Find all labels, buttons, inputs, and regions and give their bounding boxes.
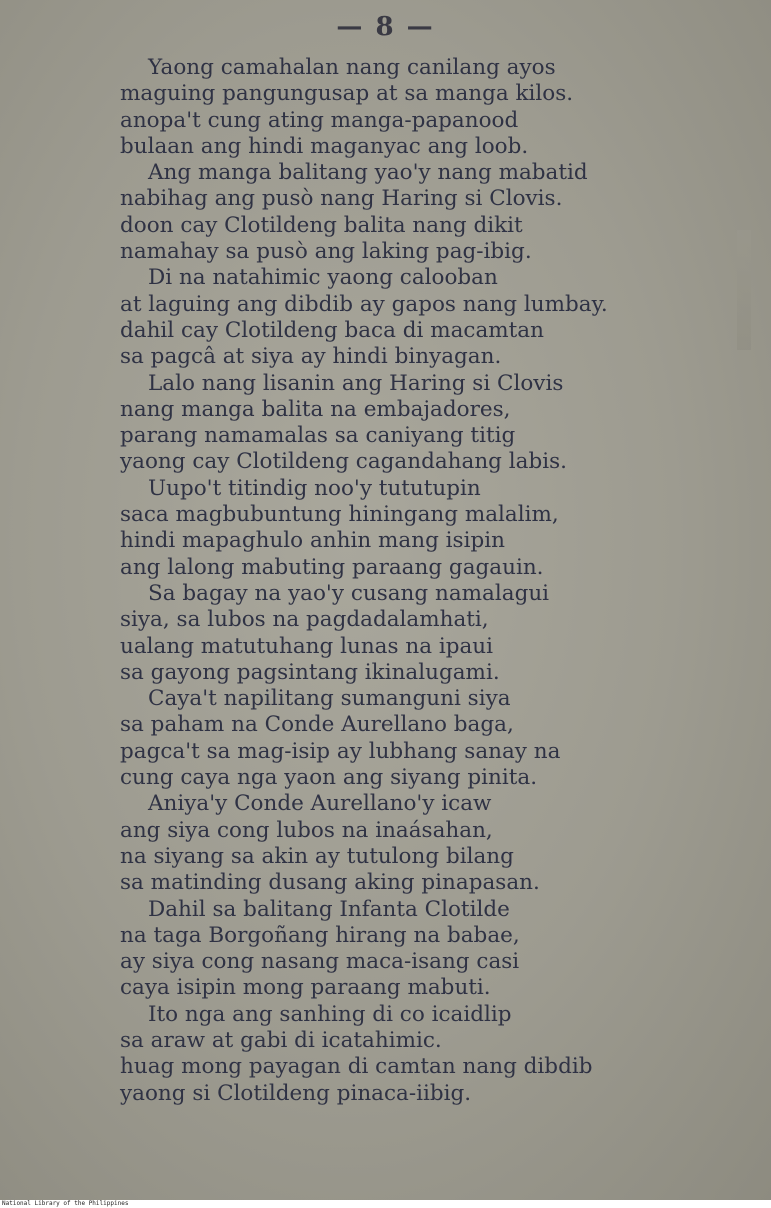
stanza-first-line: Caya't napilitang sumanguni siya [148, 686, 511, 712]
stanza-first-line: Sa bagay na yao'y cusang namalagui [148, 580, 550, 606]
verse-line: sa araw at gabi di icatahimic. [120, 1027, 442, 1053]
verse-line: bulaan ang hindi maganyac ang loob. [120, 133, 529, 159]
verse-line: anopa't cung ating manga-papanood [120, 107, 519, 133]
verse-line: pagca't sa mag-isip ay lubhang sanay na [120, 738, 561, 764]
verse-line: ang lalong mabuting paraang gagauin. [120, 554, 544, 580]
footer-credit: National Library of the Philippines [2, 1200, 129, 1207]
page-edge-shadow [737, 230, 751, 350]
verse-line: na siyang sa akin ay tutulong bilang [120, 843, 514, 869]
verse-line: ang siya cong lubos na inaásahan, [120, 817, 493, 843]
verse-line: yaong cay Clotildeng cagandahang labis. [120, 449, 567, 475]
verse-line: caya isipin mong paraang mabuti. [120, 975, 491, 1001]
stanza-first-line: Aniya'y Conde Aurellano'y icaw [148, 791, 492, 817]
verse-line: maguing pangungusap at sa manga kilos. [120, 81, 574, 107]
verse-line: saca magbubuntung hiningang malalim, [120, 502, 559, 528]
verse-line: sa paham na Conde Aurellano baga, [120, 712, 514, 738]
verse-line: parang namamalas sa caniyang titig [120, 423, 516, 449]
stanza-first-line: Yaong camahalan nang canilang ayos [148, 55, 556, 80]
verse-line: sa matinding dusang aking pinapasan. [120, 870, 540, 896]
stanza-first-line: Ito nga ang sanhing di co icaidlip [148, 1001, 512, 1027]
verse-line: sa gayong pagsintang ikinalugami. [120, 659, 500, 685]
stanza-first-line: Di na natahimic yaong calooban [148, 265, 498, 291]
verse-line: huag mong payagan di camtan nang dibdib [120, 1054, 593, 1080]
verse-line: nang manga balita na embajadores, [120, 396, 511, 422]
verse-line: yaong si Clotildeng pinaca-iibig. [120, 1080, 472, 1106]
stanza-first-line: Dahil sa balitang Infanta Clotilde [148, 896, 510, 922]
stanza-first-line: Uupo't titindig noo'y tututupin [148, 475, 481, 501]
verse-line: namahay sa pusò ang laking pag-ibig. [120, 239, 532, 265]
verse-line: ay siya cong nasang maca-isang casi [120, 949, 520, 975]
stanza-first-line: Ang manga balitang yao'y nang mabatid [148, 160, 588, 186]
verse-line: siya, sa lubos na pagdadalamhati, [120, 607, 489, 633]
verse-line: dahil cay Clotildeng baca di macamtan [120, 317, 544, 343]
verse-line: doon cay Clotildeng balita nang dikit [120, 212, 523, 238]
verse-line: cung caya nga yaon ang siyang pinita. [120, 765, 538, 791]
verse-line: sa pagcâ at siya ay hindi binyagan. [120, 344, 502, 370]
verse-line: ualang matutuhang lunas na ipaui [120, 633, 494, 659]
page-number: — 8 — [336, 12, 435, 42]
stanza-first-line: Lalo nang lisanin ang Haring si Clovis [148, 370, 564, 396]
poem-text [120, 55, 608, 1107]
verse-line: na taga Borgoñang hirang na babae, [120, 922, 520, 948]
verse-line: at laguing ang dibdib ay gapos nang lumbay. [120, 291, 608, 317]
verse-line: hindi mapaghulo anhin mang isipin [120, 528, 505, 554]
verse-line: nabihag ang pusò nang Haring si Clovis. [120, 186, 563, 212]
